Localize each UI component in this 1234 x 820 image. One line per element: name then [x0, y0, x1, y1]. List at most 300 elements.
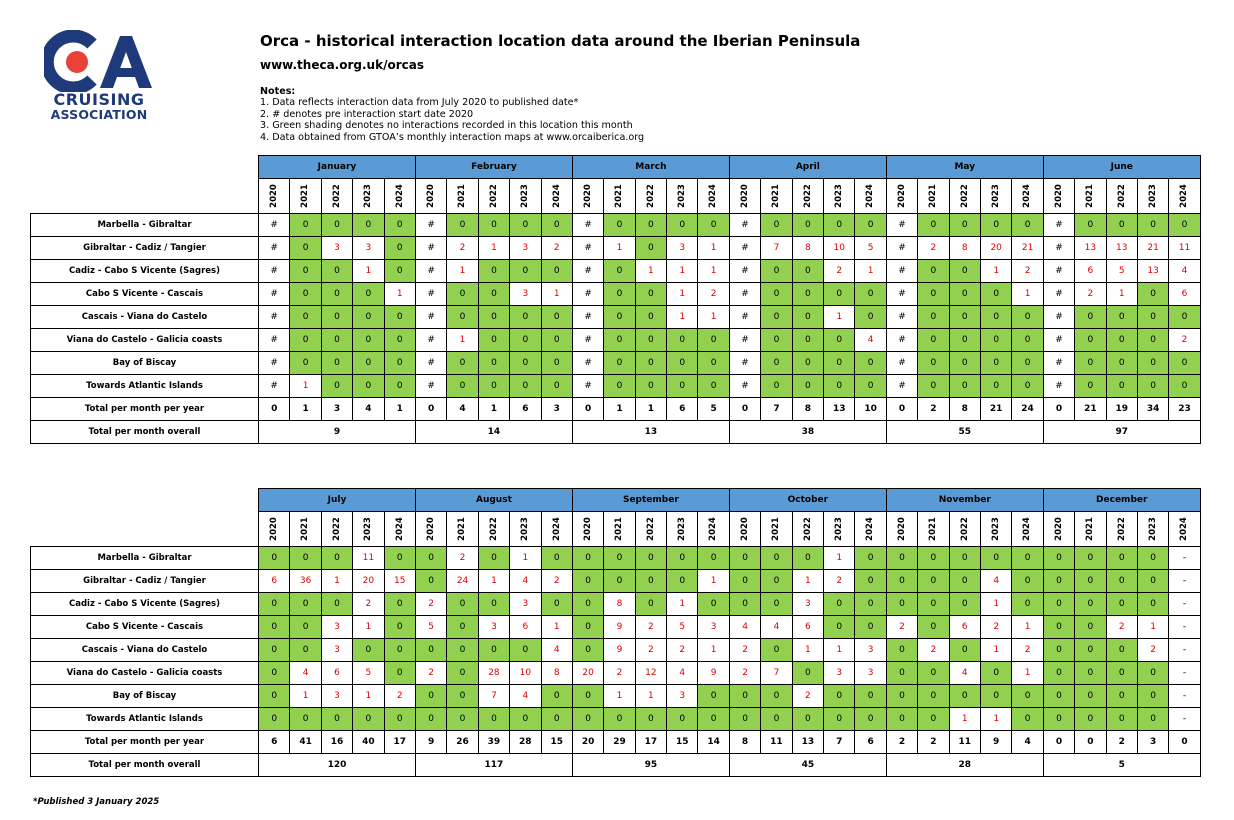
total-cell: 0	[259, 398, 290, 421]
data-cell: 0	[855, 375, 886, 398]
data-cell: 0	[572, 708, 603, 731]
data-cell: 2	[729, 639, 760, 662]
data-cell: 0	[510, 306, 541, 329]
data-cell: 1	[604, 237, 635, 260]
data-cell: 0	[949, 685, 980, 708]
data-cell: 0	[761, 283, 792, 306]
location-label: Marbella - Gibraltar	[31, 214, 259, 237]
year-header	[886, 179, 917, 214]
total-cell: 16	[321, 731, 352, 754]
data-cell: 0	[635, 306, 666, 329]
data-cell: 0	[510, 329, 541, 352]
location-label: Cabo S Vicente - Cascais	[31, 283, 259, 306]
data-cell: 0	[918, 662, 949, 685]
data-cell: #	[415, 214, 446, 237]
data-cell: 6	[792, 616, 823, 639]
data-cell: 0	[1043, 639, 1074, 662]
data-cell: 0	[886, 708, 917, 731]
total-cell: 8	[792, 398, 823, 421]
data-cell: 0	[384, 639, 415, 662]
year-label: 2020	[897, 517, 908, 541]
year-header	[478, 512, 509, 547]
data-cell: 0	[447, 639, 478, 662]
data-cell: 0	[698, 593, 729, 616]
data-cell: 4	[510, 570, 541, 593]
total-cell: 5	[698, 398, 729, 421]
data-cell: 0	[980, 662, 1011, 685]
data-cell: 2	[980, 616, 1011, 639]
data-cell: 1	[1012, 662, 1043, 685]
year-label: 2023	[520, 517, 531, 541]
data-cell: #	[415, 306, 446, 329]
month-header: October	[729, 489, 886, 512]
total-cell: 6	[855, 731, 886, 754]
data-cell: 0	[415, 570, 446, 593]
data-cell: 12	[635, 662, 666, 685]
data-cell: 0	[1137, 283, 1168, 306]
year-header	[572, 512, 603, 547]
year-header	[415, 512, 446, 547]
data-cell: 0	[1137, 708, 1168, 731]
data-cell: 0	[321, 329, 352, 352]
data-cell: 0	[415, 685, 446, 708]
year-header	[855, 179, 886, 214]
data-cell: 0	[980, 283, 1011, 306]
data-cell: 2	[635, 639, 666, 662]
data-cell: 0	[384, 593, 415, 616]
year-header-row	[31, 512, 1201, 547]
note-item: 4. Data obtained from GTOA’s monthly interaction maps at www.orcaiberica.org	[260, 131, 645, 143]
location-label: Gibraltar - Cadiz / Tangier	[31, 570, 259, 593]
notes	[260, 86, 644, 143]
data-cell: 1	[1137, 616, 1168, 639]
data-cell: 1	[824, 306, 855, 329]
year-label: 2024	[394, 517, 405, 541]
data-cell: 0	[667, 214, 698, 237]
year-header	[510, 512, 541, 547]
year-header	[1075, 512, 1106, 547]
data-cell: 1	[1012, 283, 1043, 306]
data-cell: 4	[290, 662, 321, 685]
total-cell: 3	[1137, 731, 1168, 754]
data-cell: 8	[949, 237, 980, 260]
data-cell: 0	[478, 283, 509, 306]
data-cell: 9	[604, 639, 635, 662]
data-cell: 0	[792, 375, 823, 398]
data-cell: 1	[447, 260, 478, 283]
data-cell: 2	[1169, 329, 1200, 352]
data-cell: 0	[541, 547, 572, 570]
data-cell: 2	[729, 662, 760, 685]
data-cell: 0	[1137, 352, 1168, 375]
total-cell: 0	[1169, 731, 1200, 754]
year-header	[729, 179, 760, 214]
data-cell: 1	[635, 685, 666, 708]
year-label: 2021	[1085, 517, 1096, 541]
data-cell: 6	[1169, 283, 1200, 306]
data-cell: 0	[259, 639, 290, 662]
data-cell: #	[1043, 375, 1074, 398]
year-header	[635, 512, 666, 547]
interactions-table-jul-dec	[30, 488, 1201, 777]
year-header	[792, 512, 823, 547]
data-cell: 0	[510, 639, 541, 662]
total-cell: 13	[824, 398, 855, 421]
data-cell: 0	[886, 685, 917, 708]
data-cell: 0	[761, 214, 792, 237]
data-cell: 5	[353, 662, 384, 685]
data-cell: #	[259, 352, 290, 375]
overall-row-label: Total per month overall	[31, 754, 259, 777]
total-cell: 26	[447, 731, 478, 754]
corner-blank	[31, 179, 259, 214]
data-cell: 2	[541, 570, 572, 593]
data-cell: 0	[353, 306, 384, 329]
data-cell: 0	[321, 306, 352, 329]
data-cell: 10	[824, 237, 855, 260]
year-label: 2021	[771, 517, 782, 541]
total-cell: 0	[729, 398, 760, 421]
data-cell: 0	[980, 329, 1011, 352]
data-cell: 7	[761, 237, 792, 260]
data-cell: 0	[290, 352, 321, 375]
data-cell: 6	[949, 616, 980, 639]
data-cell: 0	[792, 547, 823, 570]
year-label: 2022	[802, 184, 813, 208]
data-cell: 2	[384, 685, 415, 708]
year-header	[447, 179, 478, 214]
total-cell: 4	[447, 398, 478, 421]
data-cell: 0	[824, 593, 855, 616]
data-cell: #	[1043, 237, 1074, 260]
data-cell: 0	[824, 616, 855, 639]
data-cell: 1	[667, 260, 698, 283]
year-label: 2022	[488, 517, 499, 541]
year-label: 2020	[740, 517, 751, 541]
year-header	[918, 179, 949, 214]
data-cell: 0	[918, 306, 949, 329]
data-cell: 0	[604, 214, 635, 237]
data-cell: 3	[321, 639, 352, 662]
data-cell: #	[729, 352, 760, 375]
data-cell: 0	[698, 685, 729, 708]
data-cell: 0	[1043, 662, 1074, 685]
location-label: Bay of Biscay	[31, 352, 259, 375]
data-cell: #	[572, 329, 603, 352]
year-label: 2020	[426, 517, 437, 541]
data-cell: 0	[761, 547, 792, 570]
total-per-year-row	[31, 398, 1201, 421]
corner-blank	[31, 156, 259, 179]
data-cell: 0	[667, 570, 698, 593]
data-cell: 0	[761, 306, 792, 329]
total-cell: 41	[290, 731, 321, 754]
data-cell: 0	[447, 375, 478, 398]
table-row	[31, 616, 1201, 639]
data-cell: 0	[604, 306, 635, 329]
ca-logo	[44, 30, 154, 126]
total-cell: 1	[635, 398, 666, 421]
data-cell: -	[1169, 685, 1200, 708]
data-cell: 0	[290, 260, 321, 283]
data-cell: 1	[478, 237, 509, 260]
year-header	[886, 512, 917, 547]
data-cell: 8	[792, 237, 823, 260]
note-item: 1. Data reflects interaction data from July 2020 to published date*	[260, 97, 579, 109]
data-cell: 0	[698, 352, 729, 375]
data-cell: 0	[259, 547, 290, 570]
year-header	[761, 512, 792, 547]
data-cell: 0	[761, 260, 792, 283]
data-cell: #	[415, 237, 446, 260]
data-cell: -	[1169, 639, 1200, 662]
year-header	[478, 179, 509, 214]
data-cell: 0	[447, 283, 478, 306]
data-cell: 0	[384, 306, 415, 329]
data-cell: 0	[635, 547, 666, 570]
location-label: Viana do Castelo - Galicia coasts	[31, 329, 259, 352]
total-cell: 21	[980, 398, 1011, 421]
data-cell: 0	[918, 708, 949, 731]
year-header	[353, 512, 384, 547]
data-cell: 2	[667, 639, 698, 662]
table-row	[31, 708, 1201, 731]
data-cell: 0	[572, 547, 603, 570]
total-cell: 24	[1012, 398, 1043, 421]
month-header: September	[572, 489, 729, 512]
data-cell: 0	[604, 352, 635, 375]
data-cell: 0	[635, 283, 666, 306]
year-header	[604, 179, 635, 214]
data-cell: -	[1169, 547, 1200, 570]
table-row	[31, 283, 1201, 306]
data-cell: 0	[918, 283, 949, 306]
total-cell: 9	[415, 731, 446, 754]
total-cell: 0	[415, 398, 446, 421]
website-url: www.theca.org.uk/orcas	[260, 58, 424, 72]
data-cell: 9	[698, 662, 729, 685]
data-cell: 4	[855, 329, 886, 352]
data-cell: 3	[698, 616, 729, 639]
data-cell: 0	[1106, 708, 1137, 731]
data-cell: 0	[667, 375, 698, 398]
data-cell: 0	[415, 708, 446, 731]
data-cell: 2	[792, 685, 823, 708]
data-cell: #	[886, 260, 917, 283]
data-cell: 0	[980, 214, 1011, 237]
year-header	[1043, 179, 1074, 214]
year-label: 2020	[269, 517, 280, 541]
data-cell: 0	[824, 214, 855, 237]
data-cell: 0	[541, 685, 572, 708]
year-label: 2022	[331, 517, 342, 541]
month-header-row	[31, 156, 1201, 179]
total-cell: 15	[667, 731, 698, 754]
data-cell: 1	[698, 237, 729, 260]
data-cell: #	[1043, 329, 1074, 352]
table-row	[31, 593, 1201, 616]
year-header	[259, 512, 290, 547]
data-cell: 3	[321, 685, 352, 708]
data-cell: 0	[667, 329, 698, 352]
year-header	[384, 179, 415, 214]
data-cell: 0	[1075, 214, 1106, 237]
data-cell: 2	[415, 593, 446, 616]
data-cell: 2	[1106, 616, 1137, 639]
total-cell: 2	[886, 731, 917, 754]
year-header	[541, 179, 572, 214]
data-cell: #	[886, 352, 917, 375]
year-label: 2023	[834, 184, 845, 208]
data-cell: 0	[635, 570, 666, 593]
data-cell: 0	[1012, 685, 1043, 708]
data-cell: 0	[1169, 352, 1200, 375]
data-cell: 0	[541, 352, 572, 375]
year-label: 2021	[928, 184, 939, 208]
year-label: 2020	[426, 184, 437, 208]
total-cell: 3	[321, 398, 352, 421]
data-cell: 0	[1043, 685, 1074, 708]
data-cell: 0	[855, 352, 886, 375]
data-cell: 1	[1106, 283, 1137, 306]
data-cell: 0	[698, 547, 729, 570]
data-cell: 10	[510, 662, 541, 685]
year-header	[855, 512, 886, 547]
data-cell: 0	[667, 547, 698, 570]
total-cell: 10	[855, 398, 886, 421]
data-cell: 5	[415, 616, 446, 639]
overall-cell: 13	[572, 421, 729, 444]
data-cell: 0	[1106, 662, 1137, 685]
data-cell: 1	[667, 593, 698, 616]
year-header	[572, 179, 603, 214]
year-header	[1169, 179, 1200, 214]
data-cell: 0	[918, 593, 949, 616]
year-label: 2022	[1116, 517, 1127, 541]
year-label: 2023	[677, 184, 688, 208]
data-cell: 0	[792, 283, 823, 306]
location-label: Cabo S Vicente - Cascais	[31, 616, 259, 639]
year-header	[729, 512, 760, 547]
year-label: 2023	[520, 184, 531, 208]
data-cell: 0	[1137, 547, 1168, 570]
data-cell: 0	[1137, 593, 1168, 616]
data-cell: #	[415, 352, 446, 375]
total-cell: 0	[886, 398, 917, 421]
data-cell: 0	[761, 352, 792, 375]
year-header-row	[31, 179, 1201, 214]
year-header	[259, 179, 290, 214]
corner-blank	[31, 489, 259, 512]
year-label: 2020	[583, 184, 594, 208]
data-cell: 13	[1106, 237, 1137, 260]
data-cell: 0	[321, 708, 352, 731]
data-cell: 0	[478, 639, 509, 662]
data-cell: 1	[353, 685, 384, 708]
data-cell: 0	[761, 375, 792, 398]
data-cell: 2	[918, 237, 949, 260]
data-cell: #	[729, 375, 760, 398]
year-header	[761, 179, 792, 214]
year-label: 2022	[802, 517, 813, 541]
data-cell: 0	[1075, 708, 1106, 731]
data-cell: 0	[604, 375, 635, 398]
data-cell: 1	[635, 260, 666, 283]
footnote: *Published 3 January 2025	[33, 797, 160, 807]
data-cell: 1	[980, 260, 1011, 283]
table-row	[31, 352, 1201, 375]
year-header	[541, 512, 572, 547]
data-cell: 0	[949, 375, 980, 398]
data-cell: 3	[510, 237, 541, 260]
data-cell: 2	[1137, 639, 1168, 662]
data-cell: 0	[667, 708, 698, 731]
data-cell: 0	[1169, 306, 1200, 329]
data-cell: 0	[353, 214, 384, 237]
total-cell: 2	[918, 398, 949, 421]
year-label: 2022	[959, 517, 970, 541]
data-cell: 0	[1137, 375, 1168, 398]
note-item: 2. # denotes pre interaction start date 2020	[260, 108, 474, 120]
data-cell: 0	[1075, 352, 1106, 375]
data-cell: 2	[698, 283, 729, 306]
data-cell: 0	[384, 329, 415, 352]
data-cell: 0	[918, 685, 949, 708]
data-cell: 2	[1075, 283, 1106, 306]
data-cell: 0	[1012, 570, 1043, 593]
data-cell: 1	[478, 570, 509, 593]
data-cell: 21	[1012, 237, 1043, 260]
data-cell: 0	[1012, 708, 1043, 731]
data-cell: 0	[384, 260, 415, 283]
data-cell: 0	[1106, 570, 1137, 593]
total-cell: 28	[510, 731, 541, 754]
data-cell: 0	[886, 593, 917, 616]
total-cell: 15	[541, 731, 572, 754]
data-cell: 0	[949, 547, 980, 570]
location-label: Cascais - Viana do Castelo	[31, 639, 259, 662]
data-cell: 0	[1075, 375, 1106, 398]
data-cell: 0	[321, 352, 352, 375]
data-cell: 0	[635, 329, 666, 352]
total-cell: 17	[384, 731, 415, 754]
data-cell: 0	[541, 593, 572, 616]
data-cell: 2	[886, 616, 917, 639]
data-cell: 0	[761, 639, 792, 662]
data-cell: 4	[729, 616, 760, 639]
year-label: 2020	[1053, 184, 1064, 208]
data-cell: 0	[980, 375, 1011, 398]
data-cell: 0	[918, 570, 949, 593]
year-label: 2023	[834, 517, 845, 541]
data-cell: 0	[635, 214, 666, 237]
data-cell: 0	[729, 547, 760, 570]
overall-cell: 14	[415, 421, 572, 444]
year-header	[698, 512, 729, 547]
data-cell: 0	[478, 329, 509, 352]
total-overall-row	[31, 754, 1201, 777]
data-cell: 0	[1012, 352, 1043, 375]
data-cell: #	[886, 283, 917, 306]
total-cell: 17	[635, 731, 666, 754]
data-cell: 0	[1106, 375, 1137, 398]
data-cell: 0	[855, 214, 886, 237]
data-cell: 1	[541, 616, 572, 639]
data-cell: #	[415, 283, 446, 306]
year-label: 2022	[645, 517, 656, 541]
year-header	[792, 179, 823, 214]
location-label: Cascais - Viana do Castelo	[31, 306, 259, 329]
